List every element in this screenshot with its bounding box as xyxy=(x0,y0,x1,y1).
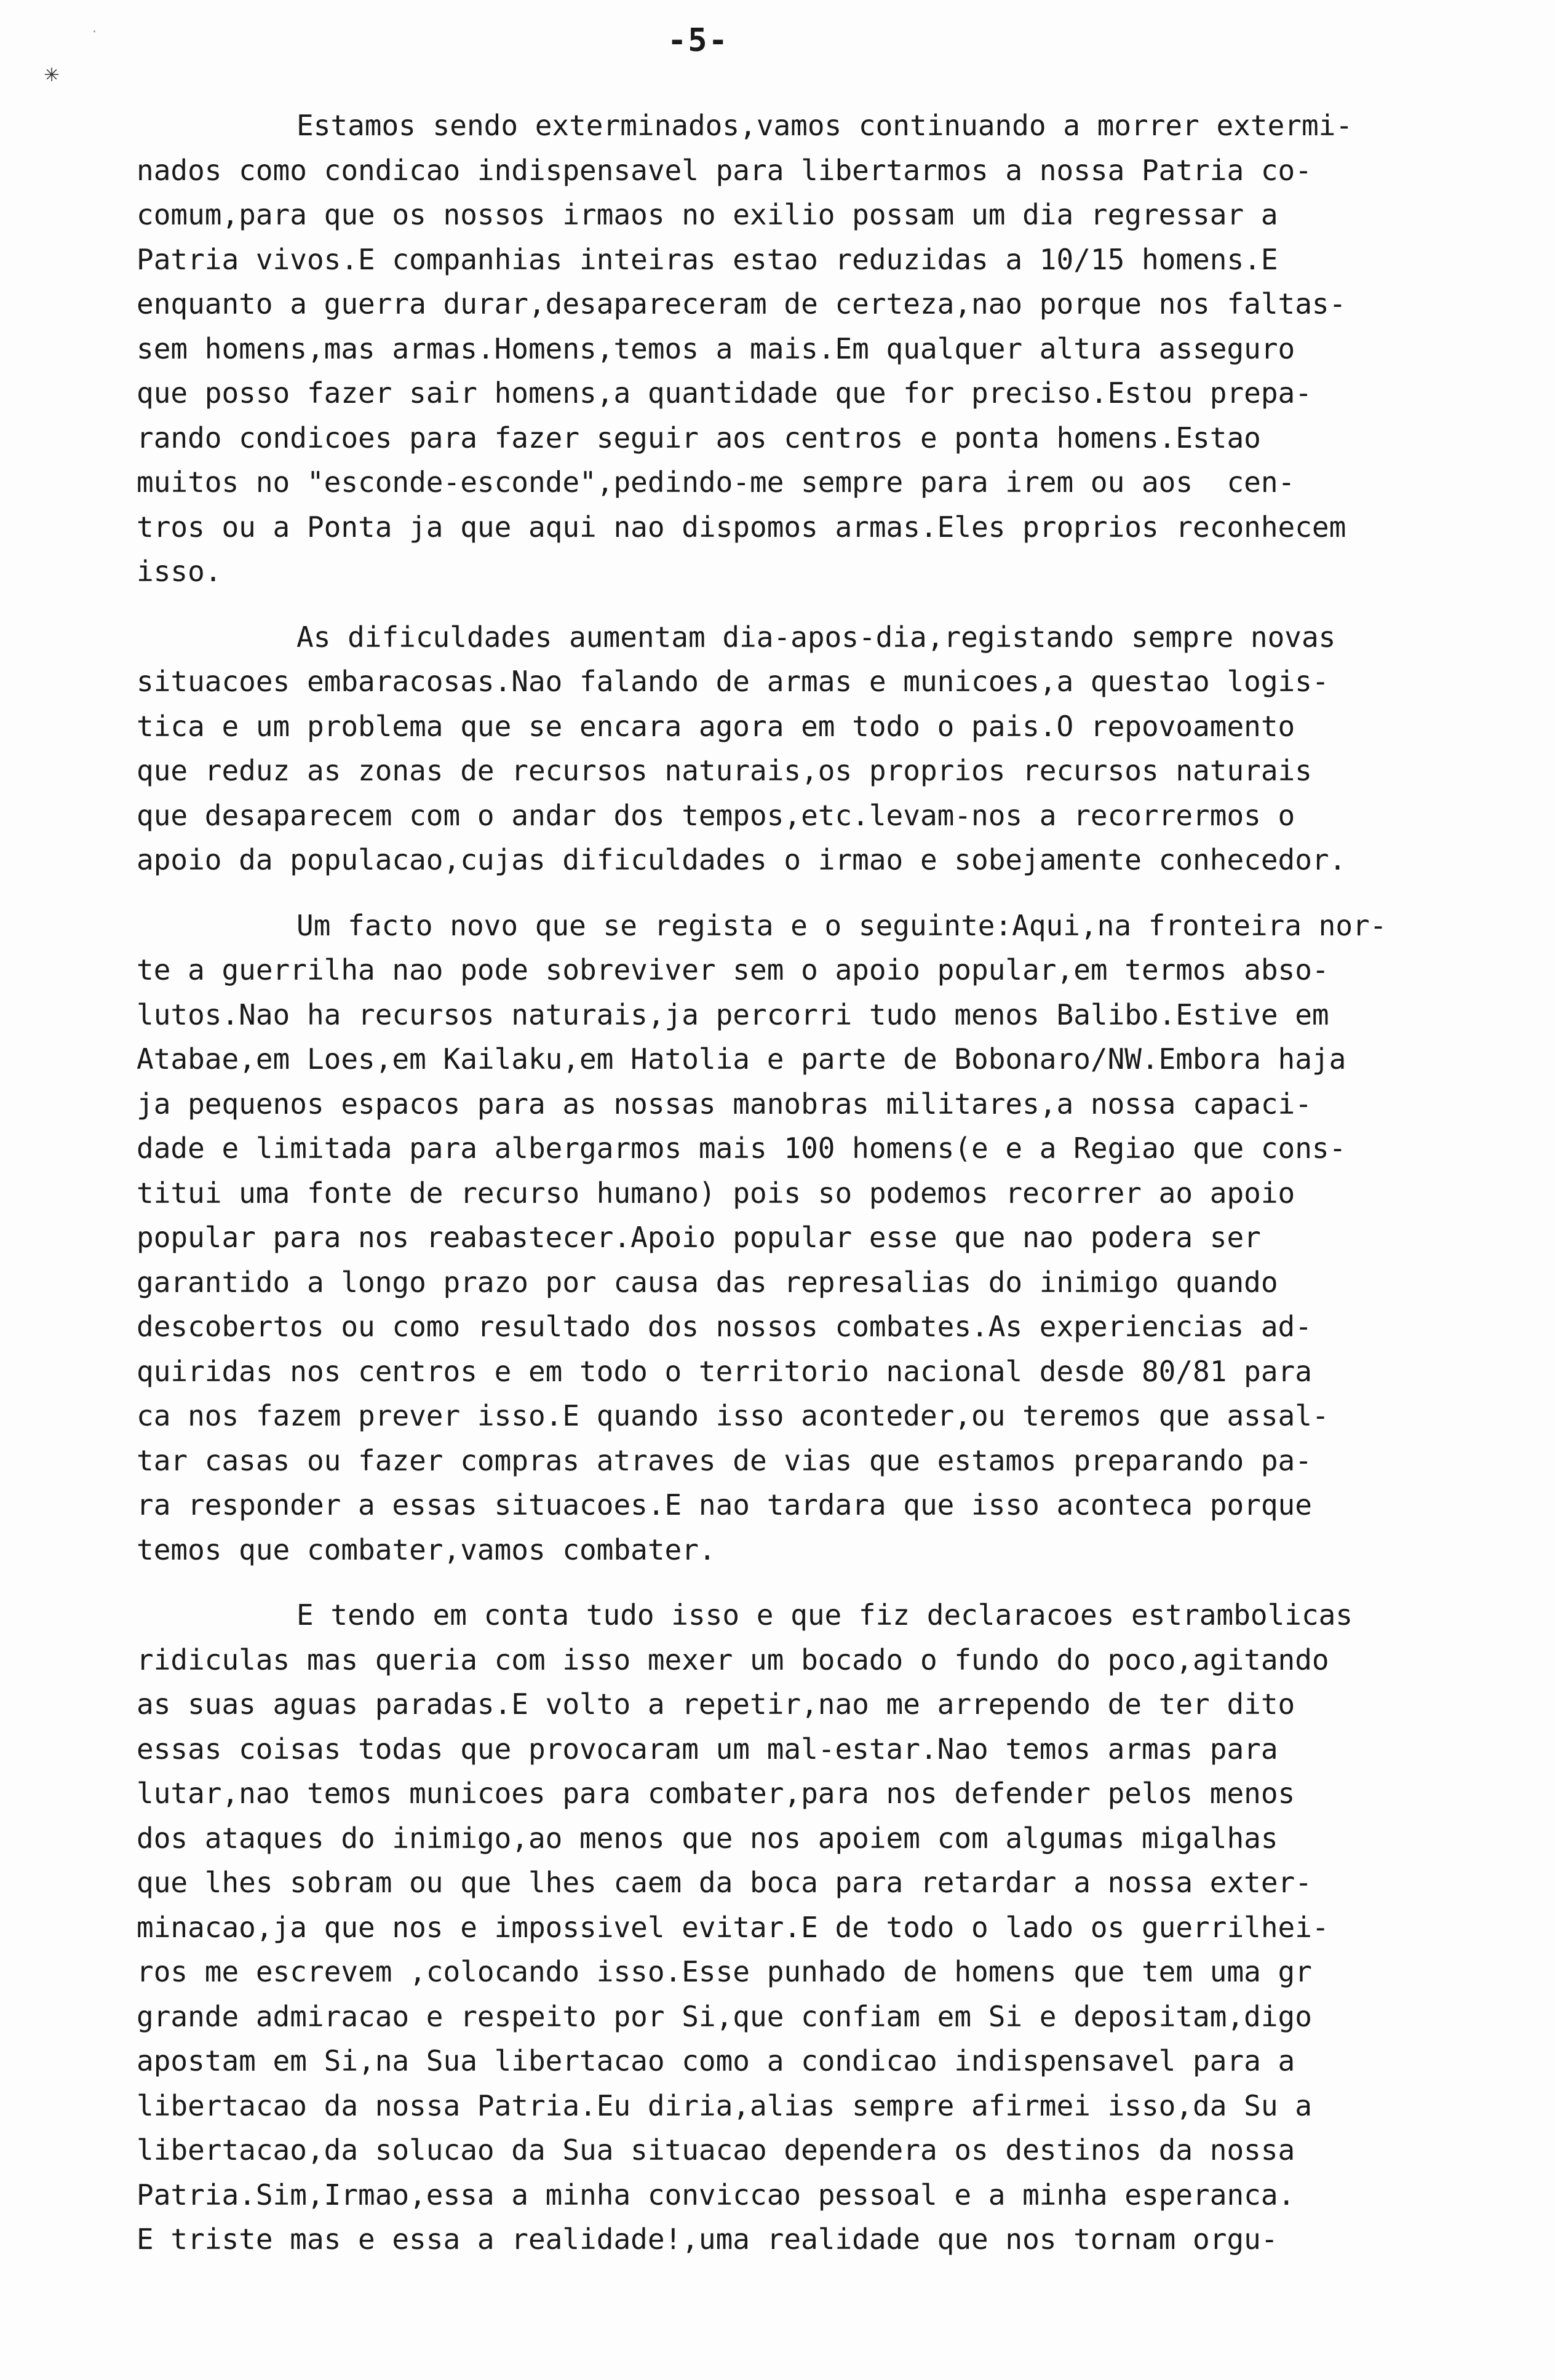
text-line: essas coisas todas que provocaram um mal-estar.Nao temos armas para xyxy=(137,1732,1278,1766)
text-line: lutos.Nao ha recursos naturais,ja percorri tudo menos Balibo.Estive em xyxy=(137,998,1329,1031)
text-line: grande admiracao e respeito por Si,que confiam em Si e depositam,digo xyxy=(137,1999,1312,2033)
text-line: que posso fazer sair homens,a quantidade que for preciso.Estou prepa- xyxy=(137,376,1312,410)
text-line: dos ataques do inimigo,ao menos que nos apoiem com algumas migalhas xyxy=(137,1821,1278,1855)
text-line: situacoes embaracosas.Nao falando de armas e municoes,a questao logis- xyxy=(137,665,1329,698)
document-body xyxy=(137,103,1465,2262)
text-line: ra responder a essas situacoes.E nao tardara que isso aconteca porque xyxy=(137,1488,1312,1521)
text-line: lutar,nao temos municoes para combater,para nos defender pelos menos xyxy=(137,1777,1295,1810)
paragraph-gap xyxy=(137,883,1465,903)
text-line: apoio da populacao,cujas dificuldades o irmao e sobejamente conhecedor. xyxy=(137,843,1346,876)
text-line: isso. xyxy=(137,555,222,588)
text-line: que reduz as zonas de recursos naturais,os proprios recursos naturais xyxy=(137,754,1312,787)
text-line: Patria vivos.E companhias inteiras estao reduzidas a 10/15 homens.E xyxy=(137,242,1278,276)
text-line: libertacao,da solucao da Sua situacao dependera os destinos da nossa xyxy=(137,2133,1295,2167)
ink-mark: ✳ xyxy=(44,59,60,87)
paragraph xyxy=(137,615,1465,883)
text-line: as suas aguas paradas.E volto a repetir,nao me arrependo de ter dito xyxy=(137,1688,1295,1721)
text-line: te a guerrilha nao pode sobreviver sem o apoio popular,em termos abso- xyxy=(137,953,1329,986)
text-line: minacao,ja que nos e impossivel evitar.E de todo o lado os guerrilhei- xyxy=(137,1910,1329,1944)
text-line: ja pequenos espacos para as nossas manobras militares,a nossa capaci- xyxy=(137,1087,1312,1121)
text-line: As dificuldades aumentam dia-apos-dia,registando sempre novas xyxy=(296,620,1336,654)
text-line: nados como condicao indispensavel para libertarmos a nossa Patria co- xyxy=(137,153,1312,187)
text-line: tros ou a Ponta ja que aqui nao dispomos armas.Eles proprios reconhecem xyxy=(137,510,1346,544)
text-line: dade e limitada para albergarmos mais 100 homens(e e a Regiao que cons- xyxy=(137,1132,1346,1165)
paragraph xyxy=(137,1593,1465,2262)
text-line: popular para nos reabastecer.Apoio popular esse que nao podera ser xyxy=(137,1221,1261,1254)
text-line: temos que combater,vamos combater. xyxy=(137,1533,716,1566)
text-line: Patria.Sim,Irmao,essa a minha conviccao pessoal e a minha esperanca. xyxy=(137,2178,1295,2211)
text-line: muitos no "esconde-esconde",pedindo-me sempre para irem ou aos cen- xyxy=(137,466,1295,499)
text-line: E triste mas e essa a realidade!,uma realidade que nos tornam orgu- xyxy=(137,2223,1278,2256)
text-line: enquanto a guerra durar,desapareceram de certeza,nao porque nos faltas- xyxy=(137,287,1346,320)
text-line: ros me escrevem ,colocando isso.Esse punhado de homens que tem uma gr xyxy=(137,1955,1312,1988)
text-line: Um facto novo que se regista e o seguinte:Aqui,na fronteira nor- xyxy=(296,908,1387,942)
text-line: Atabae,em Loes,em Kailaku,em Hatolia e parte de Bobonaro/NW.Embora haja xyxy=(137,1042,1346,1076)
text-line: Estamos sendo exterminados,vamos continuando a morrer extermi- xyxy=(296,109,1353,142)
text-line: descobertos ou como resultado dos nossos combates.As experiencias ad- xyxy=(137,1310,1312,1343)
text-line: tica e um problema que se encara agora em todo o pais.O repovoamento xyxy=(137,709,1295,743)
text-line: apostam em Si,na Sua libertacao como a condicao indispensavel para a xyxy=(137,2044,1295,2077)
text-line: que desaparecem com o andar dos tempos,etc.levam-nos a recorrermos o xyxy=(137,798,1295,832)
text-line: ridiculas mas queria com isso mexer um bocado o fundo do poco,agitando xyxy=(137,1643,1329,1676)
text-line: comum,para que os nossos irmaos no exilio possam um dia regressar a xyxy=(137,198,1278,231)
page-number: -5- xyxy=(667,22,729,59)
ink-speck: ‧ xyxy=(92,25,97,40)
paragraph xyxy=(137,903,1465,1573)
text-line: E tendo em conta tudo isso e que fiz declaracoes estrambolicas xyxy=(296,1598,1353,1632)
text-line: titui uma fonte de recurso humano) pois so podemos recorrer ao apoio xyxy=(137,1176,1295,1210)
text-line: sem homens,mas armas.Homens,temos a mais.Em qualquer altura asseguro xyxy=(137,331,1295,365)
text-line: tar casas ou fazer compras atraves de vias que estamos preparando pa- xyxy=(137,1443,1312,1477)
text-line: libertacao da nossa Patria.Eu diria,alias sempre afirmei isso,da Su a xyxy=(137,2088,1312,2122)
text-line: quiridas nos centros e em todo o territorio nacional desde 80/81 para xyxy=(137,1354,1312,1388)
text-line: que lhes sobram ou que lhes caem da boca para retardar a nossa exter- xyxy=(137,1866,1312,1899)
text-line: rando condicoes para fazer seguir aos centros e ponta homens.Estao xyxy=(137,421,1261,454)
paragraph-gap xyxy=(137,594,1465,615)
text-line: ca nos fazem prever isso.E quando isso aconteder,ou teremos que assal- xyxy=(137,1399,1329,1432)
text-line: garantido a longo prazo por causa das represalias do inimigo quando xyxy=(137,1265,1278,1299)
paragraph xyxy=(137,103,1465,594)
paragraph-gap xyxy=(137,1572,1465,1593)
